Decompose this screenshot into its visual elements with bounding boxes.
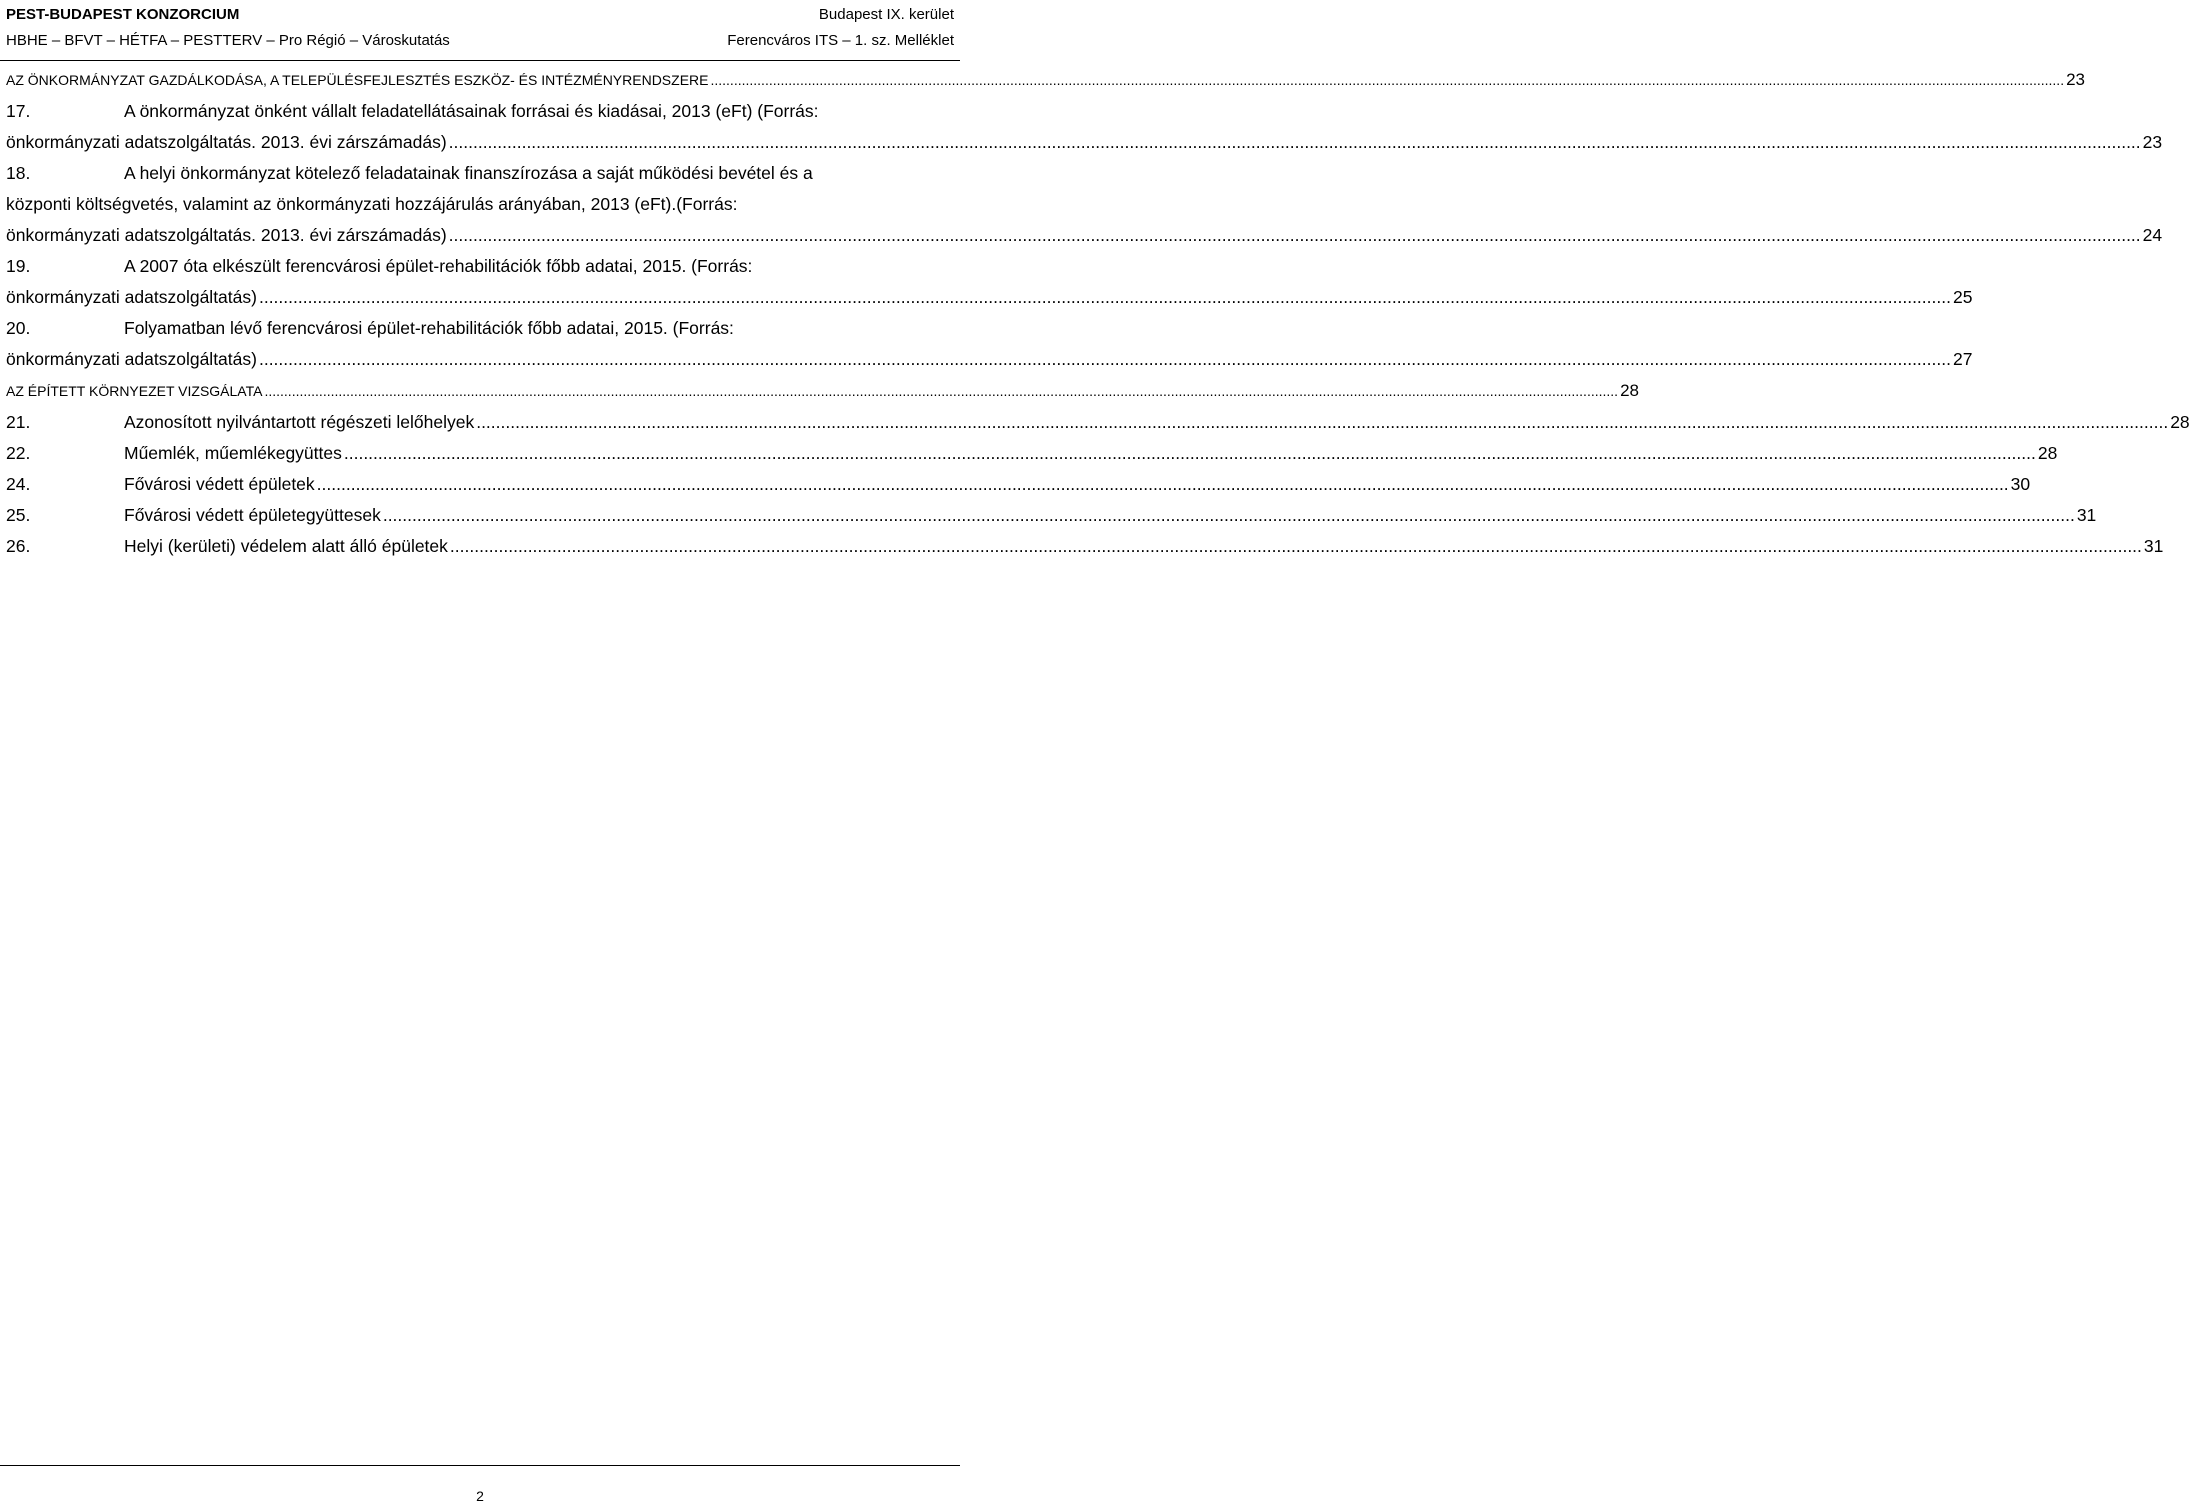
toc-entry-number: 18.: [6, 163, 31, 183]
toc-page-number: 28: [1620, 381, 1639, 400]
header-location: Budapest IX. kerület: [818, 5, 954, 23]
toc-page-number: 28: [2037, 443, 2058, 463]
toc-entry-17[interactable]: [6, 96, 2163, 158]
dot-leader: [383, 500, 2075, 531]
toc-entry-text: önkormányzati adatszolgáltatás. 2013. évi zárszámadás): [6, 225, 447, 245]
toc-section-label: AZ ÖNKORMÁNYZAT GAZDÁLKODÁSA, A TELEPÜLÉSFEJLESZTÉS ESZKÖZ- ÉS INTÉZMÉNYRENDSZERE: [6, 72, 709, 88]
toc-entry-text: A helyi önkormányzat kötelező feladatainak finanszírozása a saját működési bevétel és a: [124, 163, 813, 183]
toc-page-number: 24: [2142, 225, 2163, 245]
toc-section-epitett-kornyezet[interactable]: [6, 375, 1639, 407]
toc-entry-number: 19.: [6, 256, 31, 276]
dot-leader: [264, 376, 1618, 407]
toc-entry-text: Helyi (kerületi) védelem alatt álló épületek: [124, 536, 448, 556]
header-row-bottom: [6, 28, 954, 52]
page-header: [0, 0, 960, 61]
toc-entry-26[interactable]: [6, 531, 2164, 562]
toc-page-number: 31: [2076, 505, 2097, 525]
toc-entry-text: központi költségvetés, valamint az önkormányzati hozzájárulás arányában, 2013 (eFt).(Forrás:: [6, 194, 738, 214]
dot-leader: [317, 469, 2009, 500]
toc-entry-number: 26.: [6, 536, 31, 556]
toc-entry-22[interactable]: [6, 438, 2058, 469]
toc-entry-number: 21.: [6, 412, 31, 432]
header-partners: HBHE – BFVT – HÉTFA – PESTTERV – Pro Régió – Városkutatás: [6, 31, 450, 49]
dot-leader: [710, 65, 2064, 96]
header-annex: Ferencváros ITS – 1. sz. Melléklet: [727, 31, 954, 49]
toc-page-number: 27: [1952, 349, 1973, 369]
toc-entry-text: A 2007 óta elkészült ferencvárosi épület-rehabilitációk főbb adatai, 2015. (Forrás:: [124, 256, 753, 276]
header-org: PEST-BUDAPEST KONZORCIUM: [6, 5, 240, 23]
toc-entry-18[interactable]: [6, 158, 2163, 251]
toc-page-number: 28: [2170, 412, 2190, 432]
dot-leader: [259, 344, 1951, 375]
toc-entry-text: Fővárosi védett épületegyüttesek: [124, 505, 381, 525]
page-footer: [0, 1465, 960, 1504]
toc-section-gazdalkodas[interactable]: [6, 64, 2086, 96]
footer-page-number: 2: [476, 1488, 484, 1504]
header-row-top: [6, 2, 954, 26]
dot-leader: [450, 531, 2142, 562]
toc-entry-21[interactable]: [6, 407, 2190, 438]
toc-entry-20[interactable]: [6, 313, 1973, 375]
table-of-contents: [6, 64, 2190, 562]
toc-entry-text: önkormányzati adatszolgáltatás): [6, 287, 257, 307]
dot-leader: [449, 127, 2141, 158]
dot-leader: [449, 220, 2141, 251]
toc-entry-number: 25.: [6, 505, 31, 525]
toc-page-number: 31: [2143, 536, 2164, 556]
toc-section-label: AZ ÉPÍTETT KÖRNYEZET VIZSGÁLATA: [6, 383, 263, 399]
toc-entry-number: 17.: [6, 101, 31, 121]
toc-entry-text: önkormányzati adatszolgáltatás. 2013. évi zárszámadás): [6, 132, 447, 152]
toc-page-number: 23: [2066, 70, 2086, 89]
dot-leader: [476, 407, 2168, 438]
toc-entry-number: 22.: [6, 443, 31, 463]
toc-entry-number: 24.: [6, 474, 31, 494]
toc-entry-text: Műemlék, műemlékegyüttes: [124, 443, 342, 463]
toc-entry-text: Folyamatban lévő ferencvárosi épület-rehabilitációk főbb adatai, 2015. (Forrás:: [124, 318, 734, 338]
dot-leader: [344, 438, 2036, 469]
toc-entry-25[interactable]: [6, 500, 2097, 531]
toc-entry-text: Azonosított nyilvántartott régészeti lelőhelyek: [124, 412, 475, 432]
toc-entry-24[interactable]: [6, 469, 2031, 500]
toc-page-number: 25: [1952, 287, 1973, 307]
toc-entry-text: A önkormányzat önként vállalt feladatellátásainak forrásai és kiadásai, 2013 (eFt) (Forrás:: [124, 101, 819, 121]
toc-page-number: 23: [2142, 132, 2163, 152]
toc-entry-text: önkormányzati adatszolgáltatás): [6, 349, 257, 369]
dot-leader: [259, 282, 1951, 313]
toc-entry-19[interactable]: [6, 251, 1973, 313]
toc-page-number: 30: [2010, 474, 2031, 494]
toc-entry-number: 20.: [6, 318, 31, 338]
toc-entry-text: Fővárosi védett épületek: [124, 474, 315, 494]
